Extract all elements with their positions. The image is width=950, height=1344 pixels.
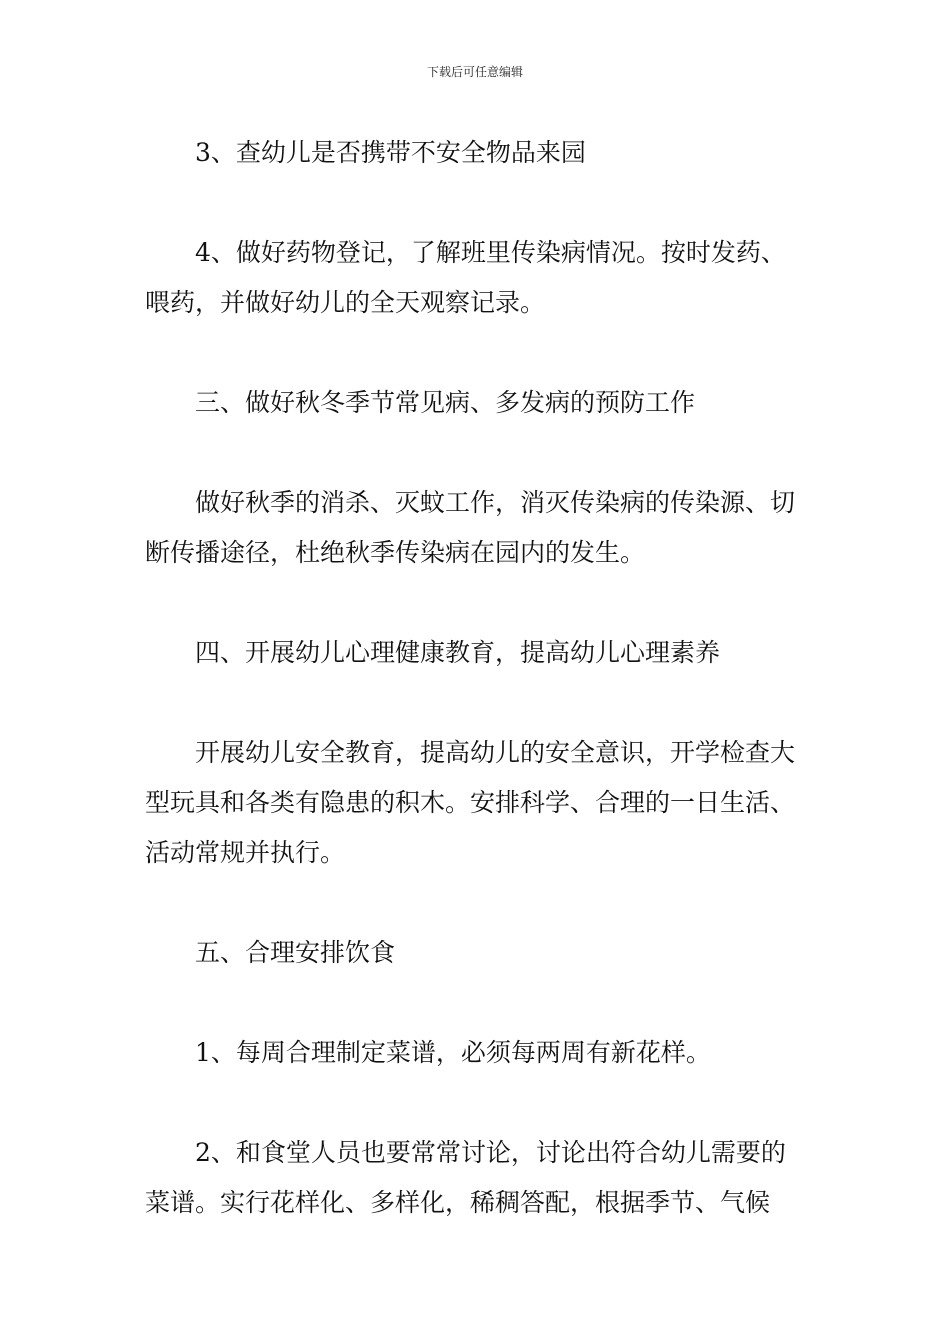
paragraph-seasonal-prevention: 做好秋季的消杀、灭蚊工作，消灭传染病的传染源、切断传播途径，杜绝秋季传染病在园内的发生。 <box>145 488 796 567</box>
paragraph-item-4: 4、做好药物登记，了解班里传染病情况。按时发药、喂药，并做好幼儿的全天观察记录。 <box>145 238 786 317</box>
section-heading-5: 五、合理安排饮食 <box>195 938 396 967</box>
paragraph-menu-2: 2、和食堂人员也要常常讨论，讨论出符合幼儿需要的菜谱。实行花样化、多样化，稀稠答配，根据季节、气候 <box>145 1138 786 1217</box>
document-body <box>145 128 805 1228</box>
section-heading-3: 三、做好秋冬季节常见病、多发病的预防工作 <box>195 388 696 417</box>
paragraph-safety-education: 开展幼儿安全教育，提高幼儿的安全意识，开学检查大型玩具和各类有隐患的积木。安排科学、合理的一日生活、活动常规并执行。 <box>145 738 796 867</box>
page-header-note: 下载后可任意编辑 <box>426 65 523 79</box>
paragraph-item-3: 3、查幼儿是否携带不安全物品来园 <box>195 138 586 167</box>
paragraph-menu-1: 1、每周合理制定菜谱，必须每两周有新花样。 <box>195 1038 711 1067</box>
section-heading-4: 四、开展幼儿心理健康教育，提高幼儿心理素养 <box>195 638 721 667</box>
